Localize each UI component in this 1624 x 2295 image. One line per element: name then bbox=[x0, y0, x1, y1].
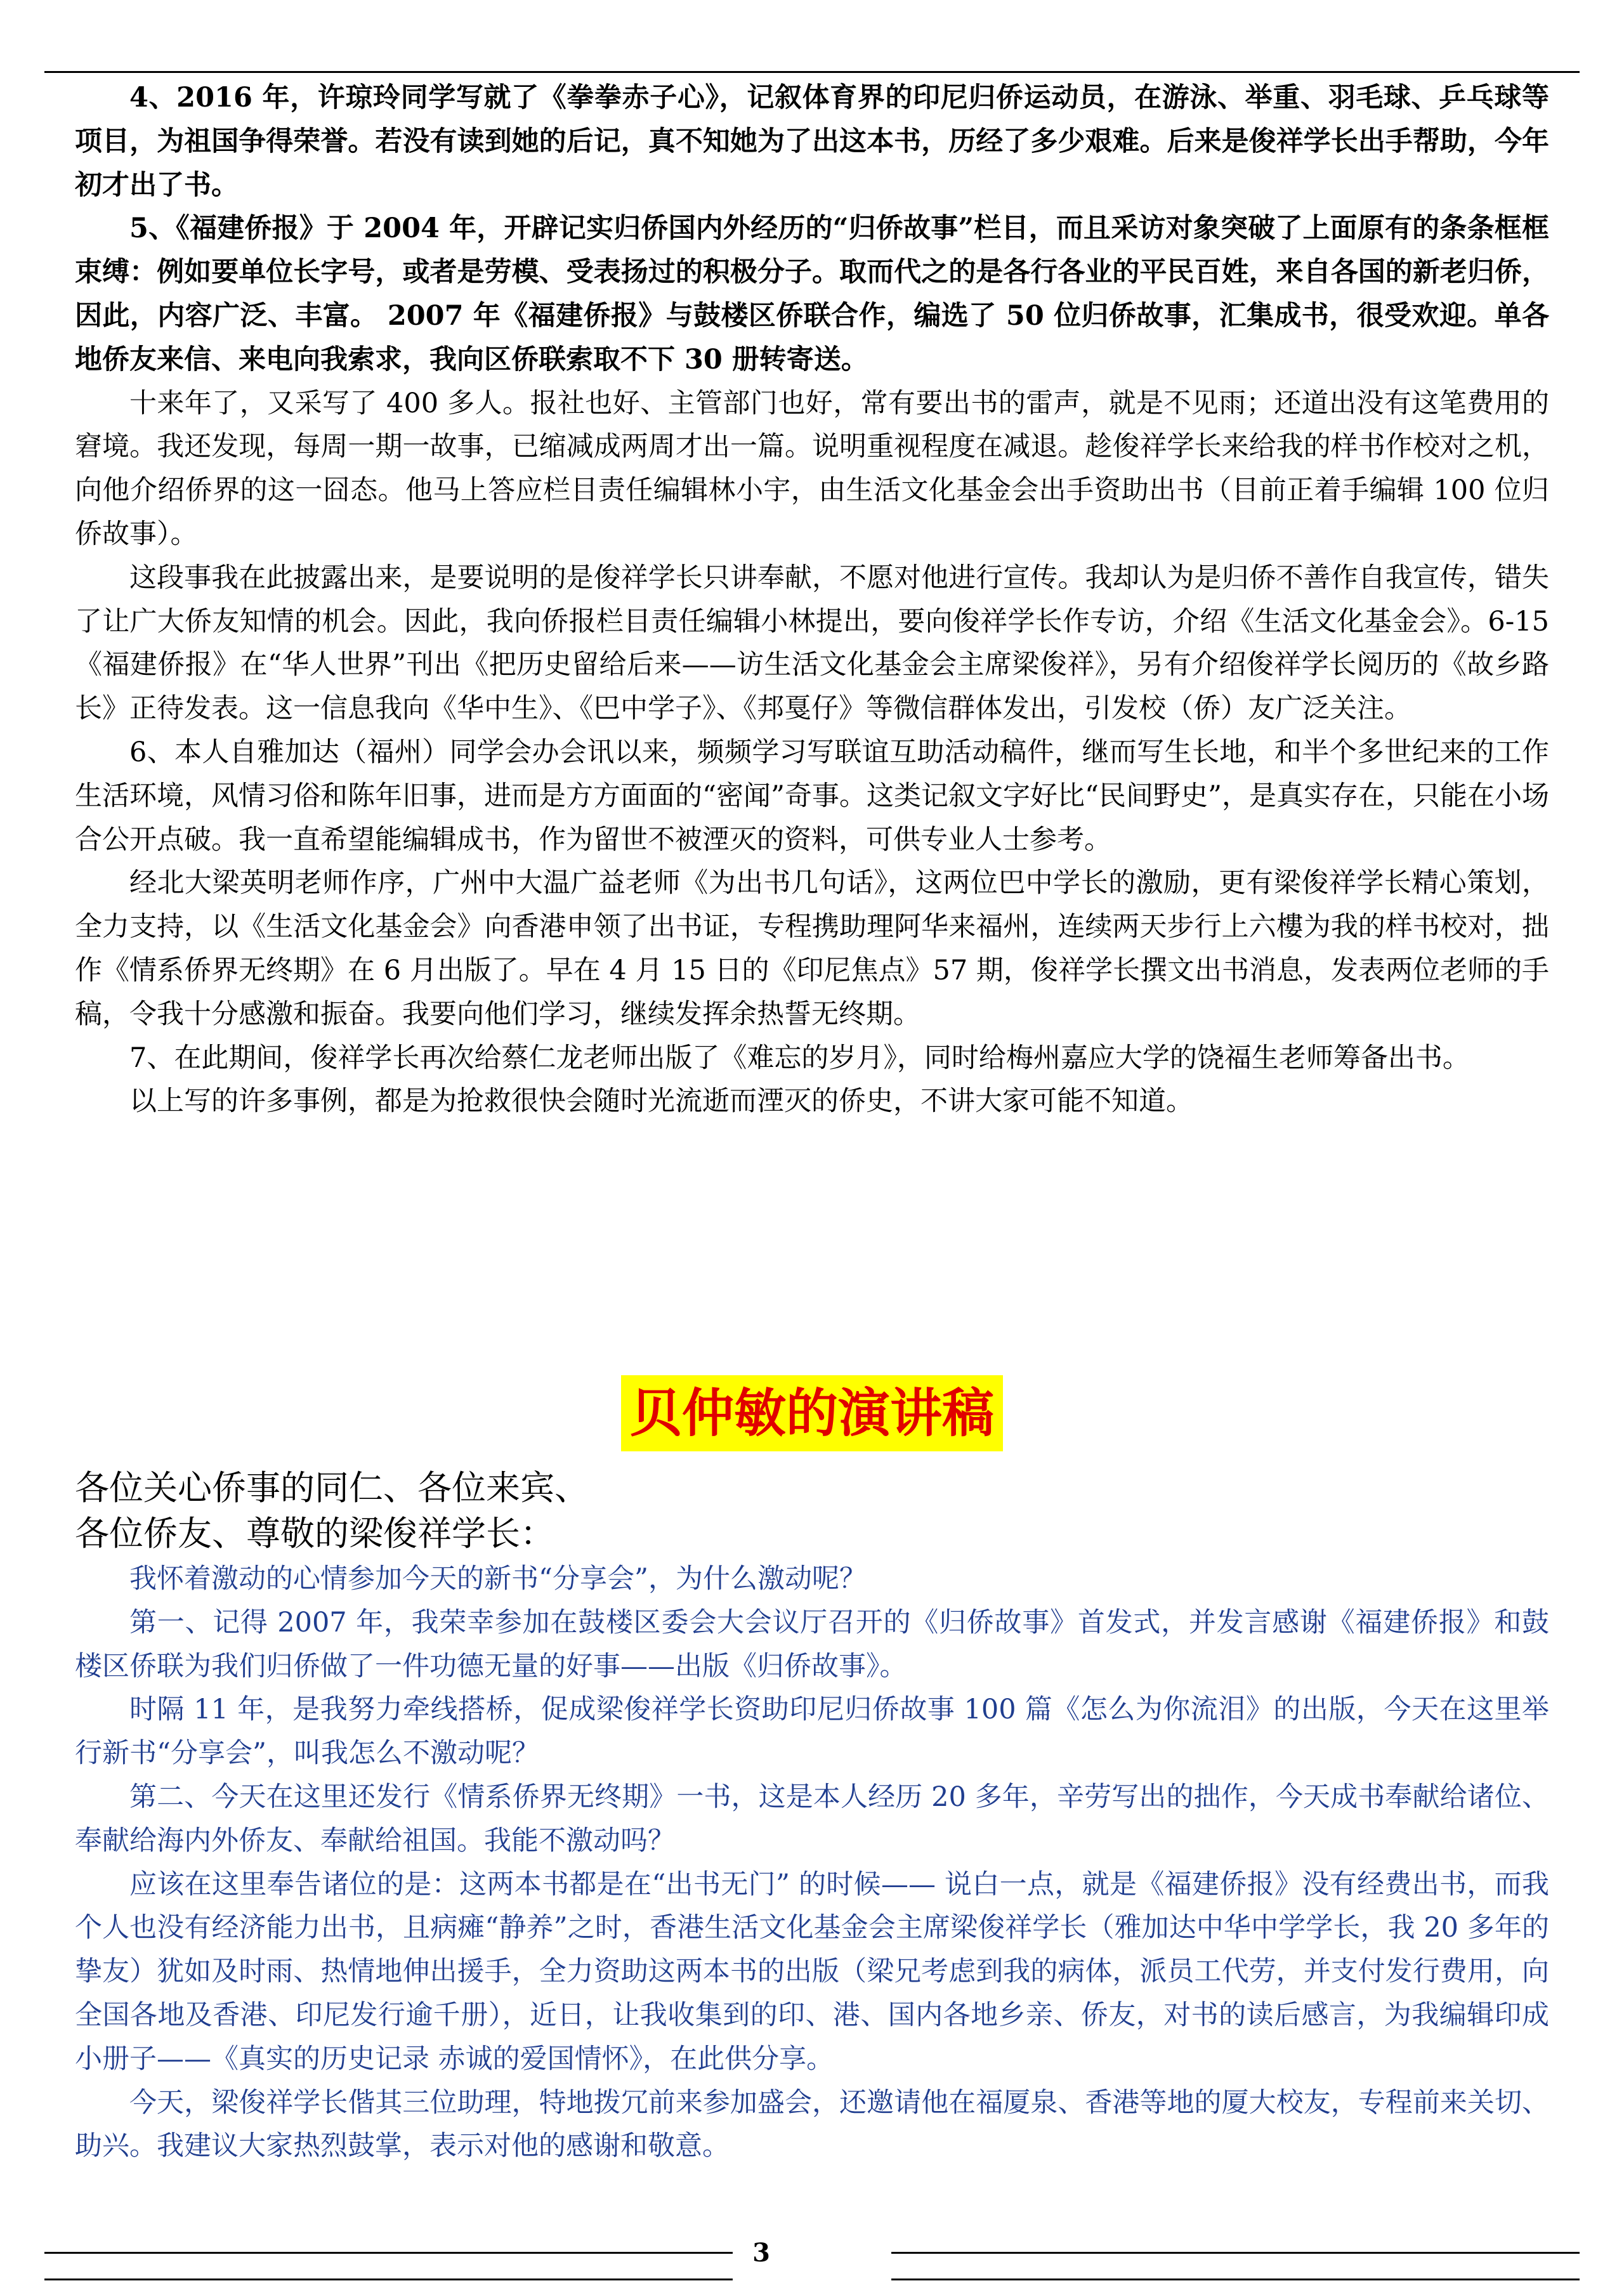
salutation-line: 各位侨友、尊敬的梁俊祥学长： bbox=[75, 1514, 554, 1553]
speech-salutation bbox=[75, 1465, 1549, 1557]
paragraph: 6、本人自雅加达（福州）同学会办会讯以来，频频学习写联谊互助活动稿件，继而写生长地，和半个多世纪来的工作生活环境，风情习俗和陈年旧事，进而是方方面面的“密闻”奇事。这类记叙文字好比“民间野史”，是真实存在，只能在小场合公开点破。我一直希望能编辑成书，作为留世不被湮灭的资料，可供专业人士参考。 bbox=[75, 736, 1549, 856]
header-rule bbox=[44, 71, 1580, 73]
footer-rule-left-lower bbox=[44, 2279, 733, 2280]
paragraph: 以上写的许多事例，都是为抢救很快会随时光流逝而湮灭的侨史，不讲大家可能不知道。 bbox=[129, 1085, 1193, 1118]
paragraph: 时隔 11 年，是我努力牵线搭桥，促成梁俊祥学长资助印尼归侨故事 100 篇《怎么为你流泪》的出版，今天在这里举行新书“分享会”，叫我怎么不激动呢？ bbox=[75, 1694, 1549, 1770]
footer-rule-left bbox=[44, 2252, 733, 2254]
speech-body bbox=[75, 1557, 1549, 2168]
footer-rule-right bbox=[891, 2252, 1580, 2254]
section-1 bbox=[75, 76, 1549, 1123]
salutation-line: 各位关心侨事的同仁、各位来宾、 bbox=[75, 1468, 589, 1508]
paragraph: 5、《福建侨报》于 2004 年，开辟记实归侨国内外经历的“归侨故事”栏目，而且采访对象突破了上面原有的条条框框束缚：例如要单位长字号，或者是劳模、受表扬过的积极分子。取而代之的是各行各业的平民百姓，来自各国的新老归侨，因此，内容广泛、丰富。 2007 年《福建侨报》与鼓楼区侨联合作，编选了 50 位归侨故事，汇集成书，很受欢迎。单各地侨友来信、来电向我索求，我向区侨联索取不下 30 册转寄送。 bbox=[75, 213, 1549, 376]
page-number: 3 bbox=[752, 2238, 770, 2268]
page-footer bbox=[0, 2238, 1624, 2276]
speech-title-banner bbox=[0, 1375, 1624, 1451]
paragraph: 第二、今天在这里还发行《情系侨界无终期》一书，这是本人经历 20 多年，辛劳写出的拙作，今天成书奉献给诸位、奉献给海内外侨友、奉献给祖国。我能不激动吗？ bbox=[75, 1781, 1549, 1857]
paragraph: 十来年了，又采写了 400 多人。报社也好、主管部门也好，常有要出书的雷声，就是不见雨；还道出没有这笔费用的窘境。我还发现，每周一期一故事，已缩减成两周才出一篇。说明重视程度在减退。趁俊祥学长来给我的样书作校对之机，向他介绍侨界的这一囧态。他马上答应栏目责任编辑林小宇，由生活文化基金会出手资助出书（目前正着手编辑 100 位归侨故事）。 bbox=[75, 387, 1549, 550]
paragraph: 4、2016 年，许琼玲同学写就了《拳拳赤子心》，记叙体育界的印尼归侨运动员，在游泳、举重、羽毛球、乒乓球等项目，为祖国争得荣誉。若没有读到她的后记，真不知她为了出这本书，历经了多少艰难。后来是俊祥学长出手帮助，今年初才出了书。 bbox=[75, 82, 1549, 201]
paragraph: 今天，梁俊祥学长偕其三位助理，特地拨冗前来参加盛会，还邀请他在福厦泉、香港等地的厦大校友，专程前来关切、助兴。我建议大家热烈鼓掌，表示对他的感谢和敬意。 bbox=[75, 2086, 1549, 2162]
footer-rule-right-lower bbox=[891, 2279, 1580, 2280]
paragraph: 我怀着激动的心情参加今天的新书“分享会”，为什么激动呢？ bbox=[129, 1563, 867, 1595]
paragraph: 这段事我在此披露出来，是要说明的是俊祥学长只讲奉献，不愿对他进行宣传。我却认为是归侨不善作自我宣传，错失了让广大侨友知情的机会。因此，我向侨报栏目责任编辑小林提出，要向俊祥学长作专访，介绍《生活文化基金会》。6-15《福建侨报》在“华人世界”刊出《把历史留给后来——访生活文化基金会主席梁俊祥》，另有介绍俊祥学长阅历的《故乡路长》正待发表。这一信息我向《华中生》、《巴中学子》、《邦戛仔》等微信群体发出，引发校（侨）友广泛关注。 bbox=[75, 561, 1549, 725]
speech-title: 贝仲敏的演讲稿 bbox=[621, 1375, 1003, 1451]
paragraph: 经北大梁英明老师作序，广州中大温广益老师《为出书几句话》，这两位巴中学长的激励，更有梁俊祥学长精心策划，全力支持，以《生活文化基金会》向香港申领了出书证，专程携助理阿华来福州，连续两天步行上六樓为我的样书校对，拙作《情系侨界无终期》在 6 月出版了。早在 4 月 15 日的《印尼焦点》57 期，俊祥学长撰文出书消息，发表两位老师的手稿，令我十分感激和振奋。我要向他们学习，继续发挥余热誓无终期。 bbox=[75, 867, 1549, 1030]
paragraph: 7、在此期间，俊祥学长再次给蔡仁龙老师出版了《难忘的岁月》，同时给梅州嘉应大学的饶福生老师筹备出书。 bbox=[129, 1042, 1470, 1074]
paragraph: 第一、记得 2007 年，我荣幸参加在鼓楼区委会大会议厅召开的《归侨故事》首发式，并发言感谢《福建侨报》和鼓楼区侨联为我们归侨做了一件功德无量的好事——出版《归侨故事》。 bbox=[75, 1606, 1549, 1682]
paragraph: 应该在这里奉告诸位的是：这两本书都是在“出书无门” 的时候—— 说白一点，就是《福建侨报》没有经费出书，而我个人也没有经济能力出书，且病瘫“静养”之时，香港生活文化基金会主席梁俊祥学长（雅加达中华中学学长，我 20 多年的挚友）犹如及时雨、热情地伸出援手，全力资助这两本书的出版（梁兄考虑到我的病体，派员工代劳，并支付发行费用，向全国各地及香港、印尼发行逾千册），近日，让我收集到的印、港、国内各地乡亲、侨友，对书的读后感言，为我编辑印成小册子——《真实的历史记录 赤诚的爱国情怀》，在此供分享。 bbox=[75, 1868, 1549, 2075]
